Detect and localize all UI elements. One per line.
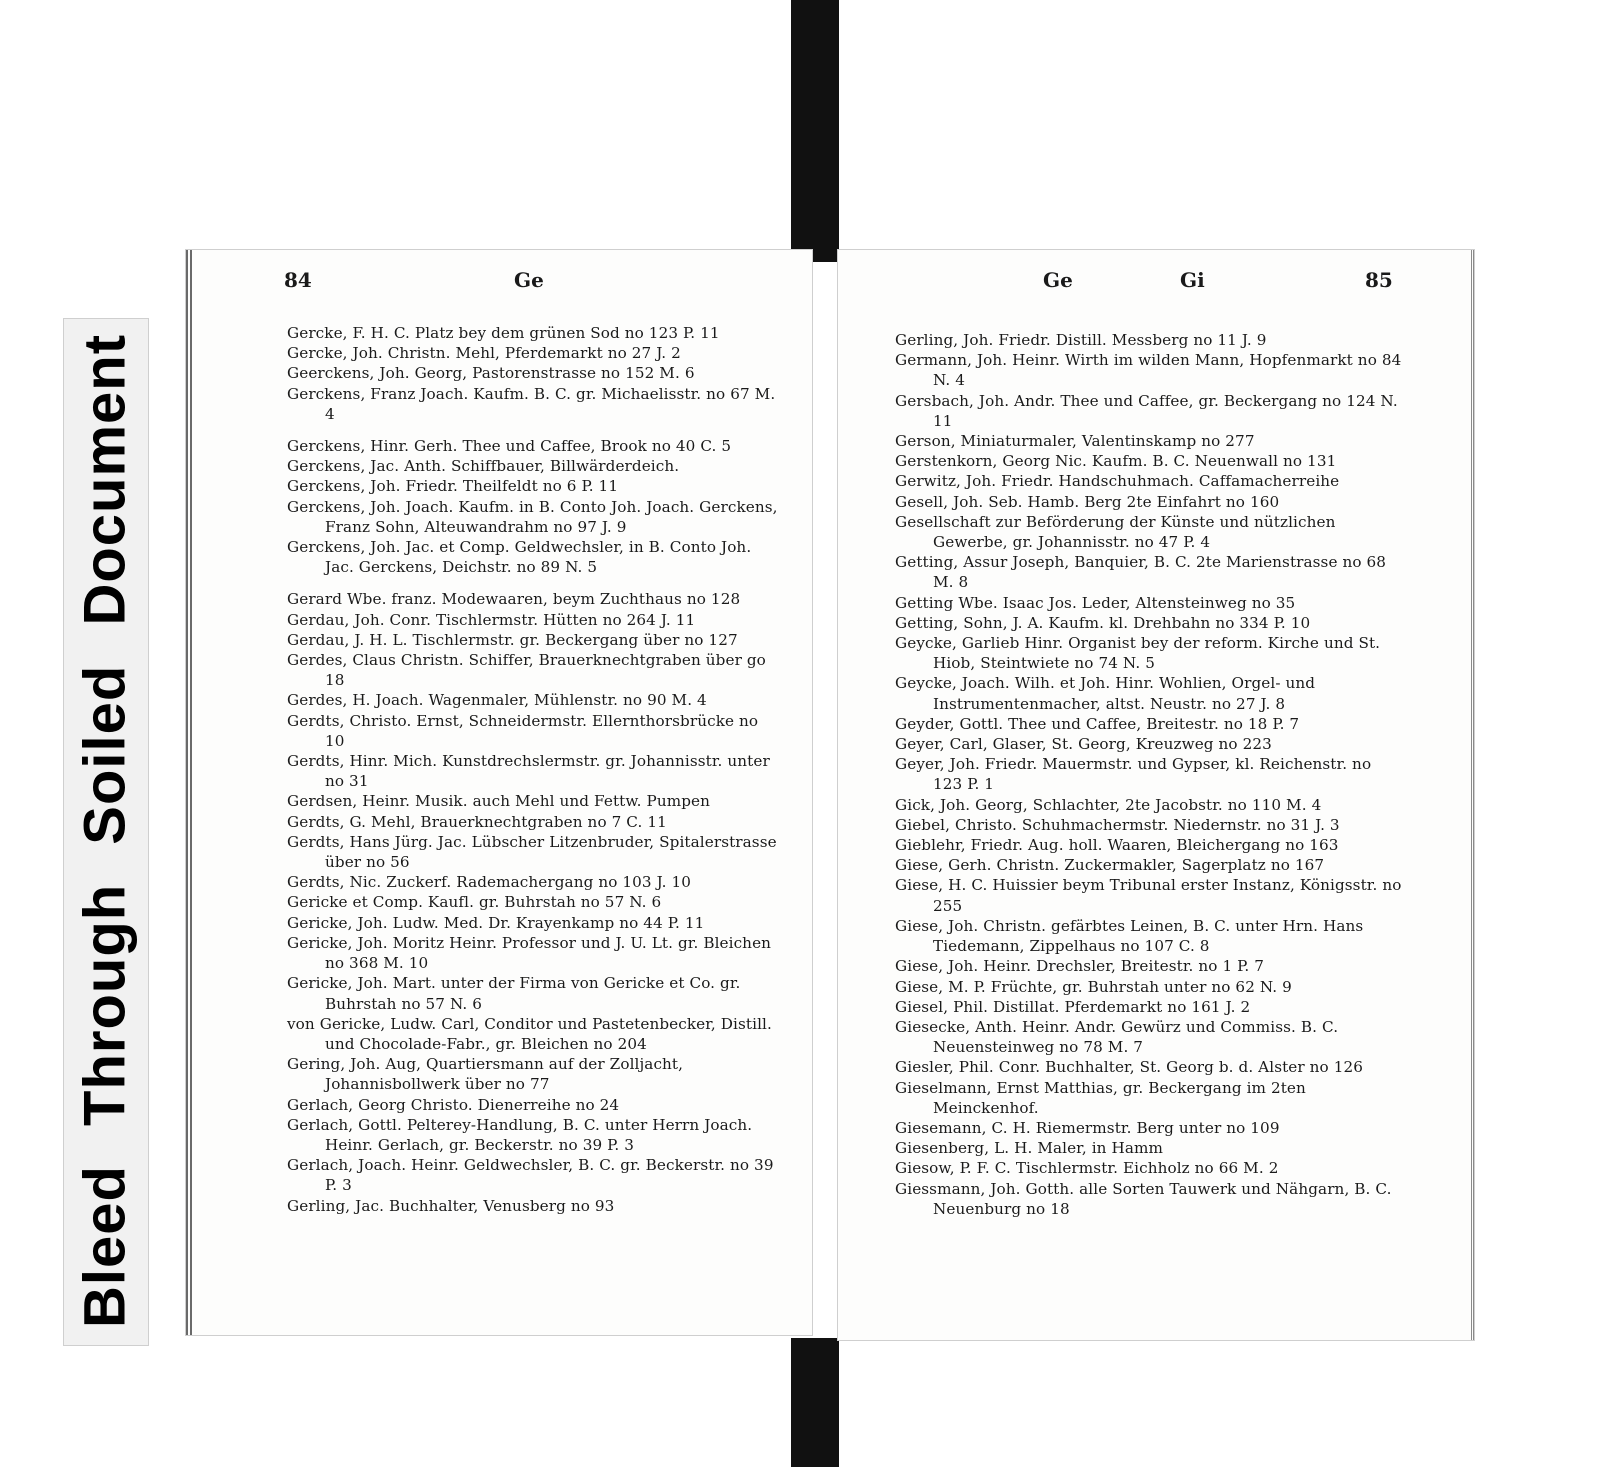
directory-entry: Gerckens, Franz Joach. Kaufm. B. C. gr. Michaelisstr. no 67 M. 4 xyxy=(287,384,776,423)
directory-entry: Gericke, Joh. Ludw. Med. Dr. Krayenkamp no 44 P. 11 xyxy=(287,913,705,932)
directory-entry: Gerard Wbe. franz. Modewaaren, beym Zuchthaus no 128 xyxy=(287,590,741,609)
directory-entry: Gerlach, Georg Christo. Dienerreihe no 24 xyxy=(287,1095,620,1114)
directory-entries-left xyxy=(287,323,782,1216)
page-number-right: 85 xyxy=(1365,268,1393,292)
directory-entry: Giessmann, Joh. Gotth. alle Sorten Tauwerk und Nähgarn, B. C. Neuenburg no 18 xyxy=(895,1179,1392,1218)
left-page xyxy=(186,250,812,1335)
directory-entry: Geyder, Gottl. Thee und Caffee, Breitestr. no 18 P. 7 xyxy=(895,714,1300,733)
directory-entry: Giese, Joh. Heinr. Drechsler, Breitestr. no 1 P. 7 xyxy=(895,957,1264,976)
directory-entry: Giesler, Phil. Conr. Buchhalter, St. Georg b. d. Alster no 126 xyxy=(895,1058,1364,1077)
directory-entry: Gieblehr, Friedr. Aug. holl. Waaren, Bleichergang no 163 xyxy=(895,836,1339,855)
stamp-label: Bleed Through Soiled Document xyxy=(72,333,138,1329)
directory-entry: Giesemann, C. H. Riemermstr. Berg unter no 109 xyxy=(895,1118,1280,1137)
directory-entry: Gerson, Miniaturmaler, Valentinskamp no 277 xyxy=(895,432,1255,451)
directory-entry: Getting, Assur Joseph, Banquier, B. C. 2te Marienstrasse no 68 M. 8 xyxy=(895,553,1387,592)
directory-entry: Gerckens, Jac. Anth. Schiffbauer, Billwärderdeich. xyxy=(287,457,680,476)
directory-entry: Gerling, Jac. Buchhalter, Venusberg no 93 xyxy=(287,1196,615,1215)
directory-entry: Gerckens, Hinr. Gerh. Thee und Caffee, Brook no 40 C. 5 xyxy=(287,437,732,456)
directory-entries-right xyxy=(895,330,1405,1219)
directory-entry: Gesellschaft zur Beförderung der Künste und nützlichen Gewerbe, gr. Johannisstr. no 47 P. 4 xyxy=(895,512,1336,552)
directory-entry: Gericke et Comp. Kaufl. gr. Buhrstah no 57 N. 6 xyxy=(287,893,662,912)
running-header-left: Ge xyxy=(514,268,544,292)
directory-entry: Gericke, Joh. Moritz Heinr. Professor und J. U. Lt. gr. Bleichen no 368 M. 10 xyxy=(287,933,772,973)
directory-entry: Gerckens, Joh. Joach. Kaufm. in B. Conto Joh. Joach. Gerckens, Franz Sohn, Alteuwandrahm no 97 J. 9 xyxy=(287,497,778,536)
directory-entry: Giesecke, Anth. Heinr. Andr. Gewürz und Commiss. B. C. Neuensteinweg no 78 M. 7 xyxy=(895,1017,1339,1057)
directory-entry: Gesell, Joh. Seb. Hamb. Berg 2te Einfahrt no 160 xyxy=(895,492,1280,511)
binding-strip-bottom xyxy=(791,1338,839,1467)
directory-entry: Gerdts, Hinr. Mich. Kunstdrechslermstr. gr. Johannisstr. unter no 31 xyxy=(287,752,770,791)
directory-entry: Giese, Joh. Christn. gefärbtes Leinen, B. C. unter Hrn. Hans Tiedemann, Zippelhaus no 107 C. 8 xyxy=(895,916,1364,956)
directory-entry: Gerckens, Joh. Jac. et Comp. Geldwechsler, in B. Conto Joh. Jac. Gerckens, Deichstr. no 89 N. 5 xyxy=(287,538,752,577)
page-number-left: 84 xyxy=(284,268,312,292)
directory-entry: Gerstenkorn, Georg Nic. Kaufm. B. C. Neuenwall no 131 xyxy=(895,452,1337,471)
running-header-right-last: Gi xyxy=(1180,268,1205,292)
directory-entry: Geycke, Joach. Wilh. et Joh. Hinr. Wohlien, Orgel- und Instrumentenmacher, altst. Neustr. no 27 J. 8 xyxy=(895,674,1316,713)
directory-entry: Gerling, Joh. Friedr. Distill. Messberg no 11 J. 9 xyxy=(895,331,1267,349)
directory-entry: Gerdts, Hans Jürg. Jac. Lübscher Litzenbruder, Spitalerstrasse über no 56 xyxy=(287,832,777,872)
directory-entry: Gerdsen, Heinr. Musik. auch Mehl und Fettw. Pumpen xyxy=(287,792,710,811)
directory-entry: Gerdes, Claus Christn. Schiffer, Brauerknechtgraben über go 18 xyxy=(287,651,766,690)
directory-entry: Gercke, Joh. Christn. Mehl, Pferdemarkt no 27 J. 2 xyxy=(287,344,681,363)
directory-entry: Gerwitz, Joh. Friedr. Handschuhmach. Caffamacherreihe xyxy=(895,472,1340,491)
directory-entry: von Gericke, Ludw. Carl, Conditor und Pastetenbecker, Distill. und Chocolade-Fabr., gr. Bleichen no 204 xyxy=(287,1014,772,1053)
directory-entry: Geerckens, Joh. Georg, Pastorenstrasse no 152 M. 6 xyxy=(287,364,695,383)
directory-entry: Gick, Joh. Georg, Schlachter, 2te Jacobstr. no 110 M. 4 xyxy=(895,795,1322,814)
binding-strip-top xyxy=(791,0,839,262)
directory-entry: Getting, Sohn, J. A. Kaufm. kl. Drehbahn no 334 P. 10 xyxy=(895,613,1311,632)
running-header-right-first: Ge xyxy=(1043,268,1073,292)
directory-entry: Gerlach, Gottl. Pelterey-Handlung, B. C. unter Herrn Joach. Heinr. Gerlach, gr. Beckerstr. no 39 P. 3 xyxy=(287,1115,753,1154)
directory-entry: Gieselmann, Ernst Matthias, gr. Beckergang im 2ten Meinckenhof. xyxy=(895,1078,1306,1117)
directory-entry: Germann, Joh. Heinr. Wirth im wilden Mann, Hopfenmarkt no 84 N. 4 xyxy=(895,351,1402,390)
directory-entry: Gersbach, Joh. Andr. Thee und Caffee, gr. Beckergang no 124 N. 11 xyxy=(895,391,1398,430)
directory-entry: Gerlach, Joach. Heinr. Geldwechsler, B. C. gr. Beckerstr. no 39 P. 3 xyxy=(287,1156,774,1195)
right-page xyxy=(838,250,1474,1340)
directory-entry: Geyer, Joh. Friedr. Mauermstr. und Gypser, kl. Reichenstr. no 123 P. 1 xyxy=(895,755,1372,794)
directory-entry: Giese, M. P. Früchte, gr. Buhrstah unter no 62 N. 9 xyxy=(895,977,1292,996)
directory-entry: Geyer, Carl, Glaser, St. Georg, Kreuzweg no 223 xyxy=(895,735,1272,754)
directory-entry: Gerdes, H. Joach. Wagenmaler, Mühlenstr. no 90 M. 4 xyxy=(287,691,707,710)
directory-entry: Gerdau, J. H. L. Tischlermstr. gr. Beckergang über no 127 xyxy=(287,630,738,649)
directory-entry: Giesel, Phil. Distillat. Pferdemarkt no 161 J. 2 xyxy=(895,997,1251,1016)
directory-entry: Gerdau, Joh. Conr. Tischlermstr. Hütten no 264 J. 11 xyxy=(287,610,696,629)
directory-entry: Gering, Joh. Aug, Quartiersmann auf der Zolljacht, Johannisbollwerk über no 77 xyxy=(287,1055,684,1094)
directory-entry: Gercke, F. H. C. Platz bey dem grünen Sod no 123 P. 11 xyxy=(287,324,720,342)
directory-entry: Gerdts, Christo. Ernst, Schneidermstr. Ellernthorsbrücke no 10 xyxy=(287,711,759,750)
directory-entry: Gerdts, G. Mehl, Brauerknechtgraben no 7 C. 11 xyxy=(287,812,667,831)
directory-entry: Giese, Gerh. Christn. Zuckermakler, Sagerplatz no 167 xyxy=(895,856,1325,875)
directory-entry: Giese, H. C. Huissier beym Tribunal erster Instanz, Königsstr. no 255 xyxy=(895,876,1402,915)
directory-entry: Gerckens, Joh. Friedr. Theilfeldt no 6 P. 11 xyxy=(287,477,619,496)
directory-entry: Gerdts, Nic. Zuckerf. Rademachergang no 103 J. 10 xyxy=(287,873,691,892)
directory-entry: Giesenberg, L. H. Maler, in Hamm xyxy=(895,1139,1163,1158)
directory-entry: Gericke, Joh. Mart. unter der Firma von Gericke et Co. gr. Buhrstah no 57 N. 6 xyxy=(287,974,741,1013)
directory-entry: Giesow, P. F. C. Tischlermstr. Eichholz no 66 M. 2 xyxy=(895,1159,1279,1178)
directory-entry: Geycke, Garlieb Hinr. Organist bey der reform. Kirche und St. Hiob, Steintwiete no 74 N. 5 xyxy=(895,634,1381,673)
directory-entry: Getting Wbe. Isaac Jos. Leder, Altensteinweg no 35 xyxy=(895,593,1296,612)
directory-entry: Giebel, Christo. Schuhmachermstr. Niedernstr. no 31 J. 3 xyxy=(895,815,1340,834)
